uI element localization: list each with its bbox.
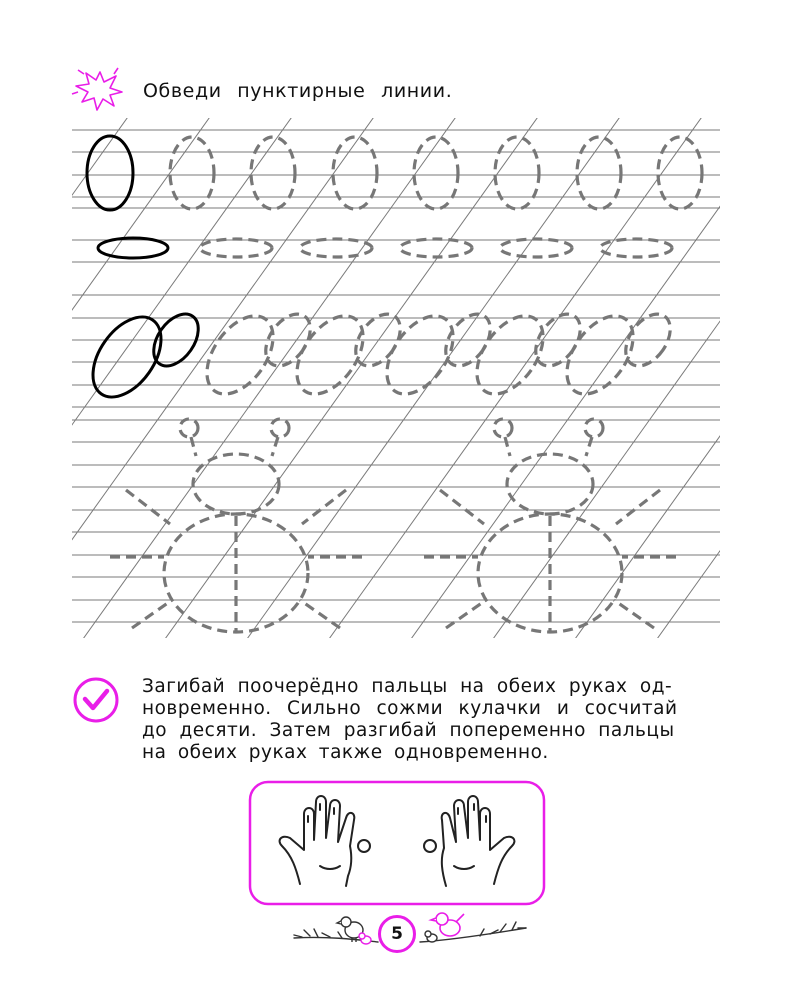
antenna-knob <box>494 419 512 437</box>
slant-line <box>0 100 222 660</box>
instruction-line: новременно. Сильно сожми кулачки и сосчитай <box>142 698 678 719</box>
dashed-tall-oval <box>251 137 295 209</box>
instruction-line: до десяти. Затем разгибай попеременно пальцы <box>142 720 675 741</box>
antenna <box>586 437 592 456</box>
exercise-instructions <box>142 676 722 764</box>
solid-slanted-ovals <box>79 305 207 410</box>
bird-icon <box>359 933 371 944</box>
dashed-flat-oval <box>200 239 272 257</box>
dashed-slanted-oval <box>193 304 286 406</box>
dashed-flat-oval <box>400 239 472 257</box>
bug-leg <box>132 600 172 628</box>
antenna <box>191 437 196 456</box>
bug-leg <box>302 490 346 524</box>
slant-line <box>0 100 304 660</box>
bug-leg <box>446 600 486 628</box>
bird-icon <box>431 913 464 936</box>
dashed-slanted-ovals <box>193 304 679 406</box>
antenna <box>505 437 510 456</box>
solid-tall-oval <box>87 136 133 210</box>
dashed-flat-oval <box>500 239 572 257</box>
antenna <box>272 437 278 456</box>
dashed-flat-ovals <box>200 239 672 257</box>
dashed-flat-oval <box>300 239 372 257</box>
dashed-tall-oval <box>495 137 539 209</box>
dashed-tall-oval <box>333 137 377 209</box>
slant-line <box>0 100 140 660</box>
bug-leg <box>616 490 660 524</box>
slant-line <box>314 100 714 660</box>
bug-head <box>193 454 279 514</box>
bird-icon <box>425 931 437 942</box>
bug-leg <box>126 490 170 524</box>
slant-line <box>642 100 800 660</box>
bug-leg <box>300 600 340 628</box>
antenna-knob <box>180 419 198 437</box>
slant-lines <box>0 100 800 660</box>
dashed-tall-oval <box>577 137 621 209</box>
slant-line <box>68 100 468 660</box>
slant-line <box>478 100 800 660</box>
bug-head <box>507 454 593 514</box>
antenna-knob <box>271 419 289 437</box>
slant-line <box>150 100 550 660</box>
bug-leg <box>614 600 654 628</box>
page-number: 5 <box>378 915 416 953</box>
hands-illustration <box>248 780 546 906</box>
slant-line <box>724 100 800 660</box>
checkmark-icon <box>72 676 120 724</box>
slant-line <box>232 100 632 660</box>
task-title: Обведи пунктирные линии. <box>143 80 453 102</box>
slant-line <box>396 100 796 660</box>
instruction-line: Загибай поочерёдно пальцы на обеих руках од- <box>142 676 673 697</box>
bug-leg <box>440 490 484 524</box>
slant-line <box>0 100 386 660</box>
instruction-line: на обеих руках также одновременно. <box>142 742 549 763</box>
dashed-tall-ovals <box>170 137 702 209</box>
antenna-knob <box>585 419 603 437</box>
dashed-flat-oval <box>600 239 672 257</box>
dashed-tall-oval <box>414 137 458 209</box>
dashed-tall-oval <box>170 137 214 209</box>
solid-flat-oval <box>98 238 168 258</box>
